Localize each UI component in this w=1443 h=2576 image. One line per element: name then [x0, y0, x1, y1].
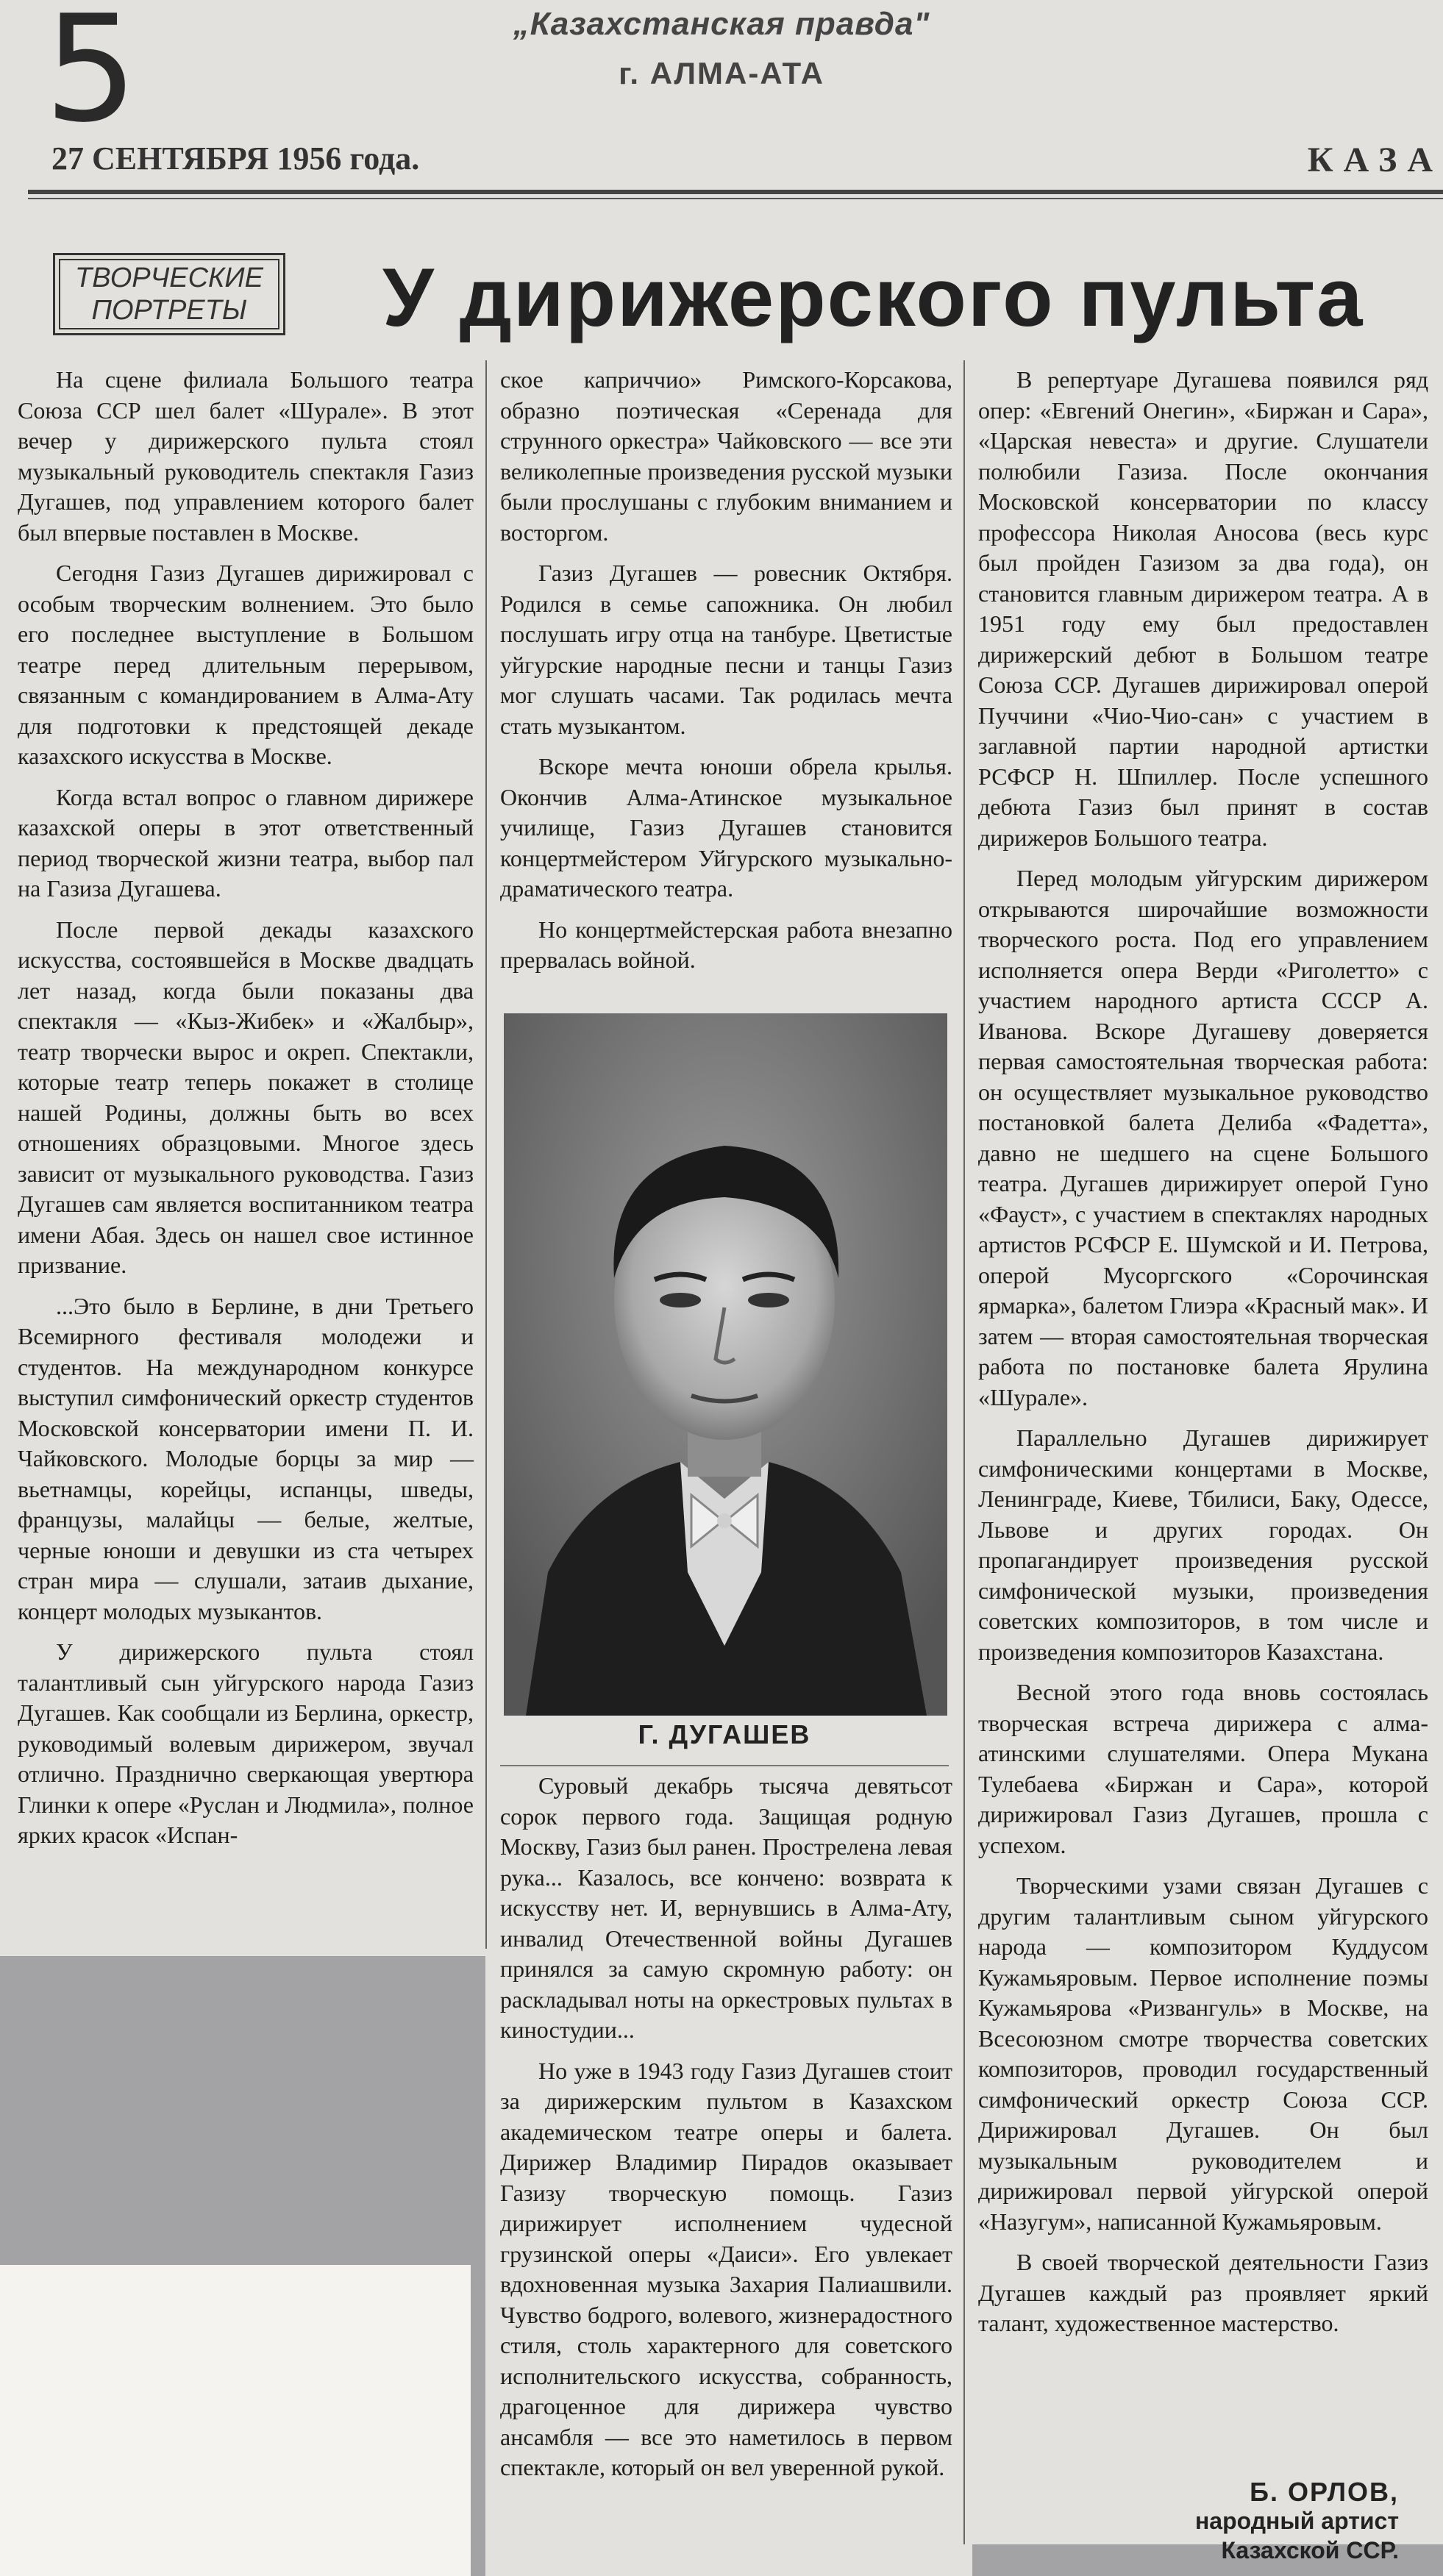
paragraph: Перед молодым уйгурским дирижером открываются широчайшие возможности творческого роста. Под его управлением исполняется опера Верди «Риголетто» с участием народного артиста СССР А. Иванова. Вскоре Дугашеву доверяется первая самостоятельная творческая работа: он осуществляет музыкальное руководство постановкой балета Делиба «Фадетта», давно не шедшего на сцене Большого театра. Дугашев дирижирует оперой Гуно «Фауст», с участием в спектаклях народных артистов РСФСР Е. Шумской и И. Петрова, оперой Мусоргского «Сорочинская ярмарка», балетом Глиэра «Красный мак». И затем — вторая самостоятельная творческая работа по постановке балета Ярулина «Шурале».	[978, 865, 1428, 1410]
paragraph: В своей творческой деятельности Газиз Дугашев каждый раз проявляет яркий талант, художественное мастерство.	[978, 2249, 1428, 2336]
article-column-3	[978, 365, 1428, 2339]
paragraph: ское каприччио» Римского-Корсакова, образно поэтическая «Серенада для струнного оркестра» Чайковского — все эти великолепные произведения русской музыки были прослушаны с глубоким вниманием и восторгом.	[500, 366, 952, 546]
paragraph: Но концертмейстерская работа внезапно прервалась войной.	[500, 916, 952, 973]
paragraph: У дирижерского пульта стоял талантливый сын уйгурского народа Газиз Дугашев. Как сообщали из Берлина, оркестр, руководимый волевым дирижером, звучал отлично. Празднично сверкающая увертюра Глинки к опере «Руслан и Людмила», полное ярких красок «Испан-	[18, 1638, 474, 1848]
paragraph: Весной этого года вновь состоялась творческая встреча дирижера с алма-атинскими слушателями. Опера Мукана Тулебаева «Биржан и Сара», которой дирижировал Газиз Дугашев, прошла с успехом.	[978, 1679, 1428, 1858]
author-name: Б. ОРЛОВ,	[1250, 2477, 1399, 2507]
paragraph: Творческими узами связан Дугашев с другим талантливым сыном уйгурского народа — композитором Куддусом Кужамьяровым. Первое исполнение поэмы Кужамьярова «Ризвангуль» в Москве, на Всесоюзном смотре творчества советских композиторов, проводил государственный симфонический оркестр Союза ССР. Дирижировал Дугашев. Он был музыкальным руководителем и дирижировал первой уйгурской оперой «Назугум», написанной Кужамьяровым.	[978, 1872, 1428, 2235]
paragraph: Когда встал вопрос о главном дирижере казахской оперы в этот ответственный период творческой жизни театра, выбор пал на Газиза Дугашева.	[18, 783, 474, 902]
caption-rule	[500, 1765, 949, 1766]
author-title: народный артист	[1194, 2508, 1399, 2534]
headline: У дирижерского пульта	[382, 251, 1364, 343]
photo-caption: Г. ДУГАШЕВ	[638, 1719, 811, 1749]
rubric-line: ПОРТРЕТЫ	[91, 295, 247, 326]
header-rule-thin	[28, 198, 1443, 199]
issue-date: 27 СЕНТЯБРЯ 1956 года.	[51, 140, 420, 176]
header-rule	[28, 190, 1443, 194]
paragraph: Но уже в 1943 году Газиз Дугашев стоит за дирижерским пультом в Казахском академическом театре оперы и балета. Дирижер Владимир Пирадов оказывает Газизу творческую помощь. Газиз дирижирует исполнением чудесной грузинской оперы «Даиси». Его увлекает вдохновенная музыка Захария Палиашвили. Чувство бодрого, волевого, жизнерадостного стиля, столь характерного для советского исполнительского искусства, собранность, драгоценное для дирижера чувство ансамбля — все это наметилось в первом спектакле, который он вел уверенной рукой.	[500, 2057, 952, 2480]
paragraph: В репертуаре Дугашева появился ряд опер: «Евгений Онегин», «Биржан и Сара», «Царская невеста» и другие. Слушатели полюбили Газиза. После окончания Московской консерватории по классу профессора Николая Аносова (весь курс был пройден Газизом за два года), он становится главным дирижером театра. А в 1951 году ему был предоставлен дирижерский дебют в Большом театре Союза ССР. Дугашев дирижировал оперой Пуччини «Чио-Чио-сан» с участием в заглавной партии народной артистки РСФСР Н. Шпиллер. После успешного дебюта Газиз был принят в состав дирижеров Большого театра.	[978, 366, 1428, 851]
paragraph: ...Это было в Берлине, в дни Третьего Всемирного фестиваля молодежи и студентов. На международном конкурсе выступил симфонический оркестр студентов Московской консерватории имени П. И. Чайковского. Молодые борцы за мир — вьетнамцы, корейцы, испанцы, шведы, французы, малайцы — белые, желтые, черные юноши и девушки из ста четырех стран мира — слушали, затаив дыхание, концерт молодых музыкантов.	[18, 1292, 474, 1624]
paragraph: Параллельно Дугашев дирижирует симфоническими концертами в Москве, Ленинграде, Киеве, Тбилиси, Баку, Одессе, Львове и других городах. Он пропагандирует произведения русской симфонической музыки, произведения советских композиторов, в том числе и произведения композиторов Казахстана.	[978, 1424, 1428, 1665]
rubric-line: ТВОРЧЕСКИЕ	[75, 263, 263, 293]
conductor-portrait-photo	[504, 1013, 947, 1716]
article-column-2-bottom	[500, 1771, 952, 2483]
portrait-illustration	[504, 1013, 947, 1716]
clipped-masthead: КАЗА	[1307, 140, 1443, 179]
column-divider	[963, 360, 965, 2544]
clipping-lower-left	[0, 2265, 471, 2576]
article-column-1	[18, 365, 474, 1851]
handwritten-page-number: 5	[44, 0, 138, 155]
rubric-box	[53, 253, 285, 335]
paragraph: Суровый декабрь тысяча девятьсот сорок первого года. Защищая родную Москву, Газиз был ранен. Прострелена левая рука... Казалось, все кончено: возврата к искусству нет. И, вернувшись в Алма-Ату, инвалид Отечественной войны Дугашев принялся за самую скромную работу: он раскладывал ноты на оркестровых пультах в киностудии...	[500, 1772, 952, 2043]
paragraph: Газиз Дугашев — ровесник Октября. Родился в семье сапожника. Он любил послушать игру отца на танбуре. Цветистые уйгурские народные песни и танцы Газиз мог слушать часами. Так родилась мечта стать музыкантом.	[500, 560, 952, 739]
column-divider	[485, 360, 487, 1949]
paragraph: На сцене филиала Большого театра Союза ССР шел балет «Шурале». В этот вечер у дирижерского пульта стоял музыкальный руководитель спектакля Газиз Дугашев, под управлением которого балет был впервые поставлен в Москве.	[18, 366, 474, 546]
paragraph: После первой декады казахского искусства, состоявшейся в Москве двадцать лет назад, когда были показаны два спектакля — «Кыз-Жибек» и «Жалбыр», театр творчески вырос и окреп. Спектакли, которые театр теперь покажет в столице нашей Родины, должны быть во всех отношениях образцовыми. Многое здесь зависит от музыкального руководства. Газиз Дугашев сам является воспитанником театра имени Абая. Здесь он нашел свое истинное призвание.	[18, 916, 474, 1278]
paragraph: Вскоре мечта юноши обрела крылья. Окончив Алма-Атинское музыкальное училище, Газиз Дугашев становится концертмейстером Уйгурского музыкально-драматического театра.	[500, 753, 952, 902]
newspaper-city: г. АЛМА-АТА	[619, 56, 824, 90]
paragraph: Сегодня Газиз Дугашев дирижировал с особым творческим волнением. Это было его последнее выступление в Большом театре перед длительным перерывом, связанным с командированием в Алма-Ату для подготовки к предстоящей декаде казахского искусства в Москве.	[18, 560, 474, 769]
author-title: Казахской ССР.	[1221, 2537, 1399, 2563]
article-column-2-top	[500, 365, 952, 976]
newspaper-name: „Казахстанская правда"	[513, 6, 930, 42]
